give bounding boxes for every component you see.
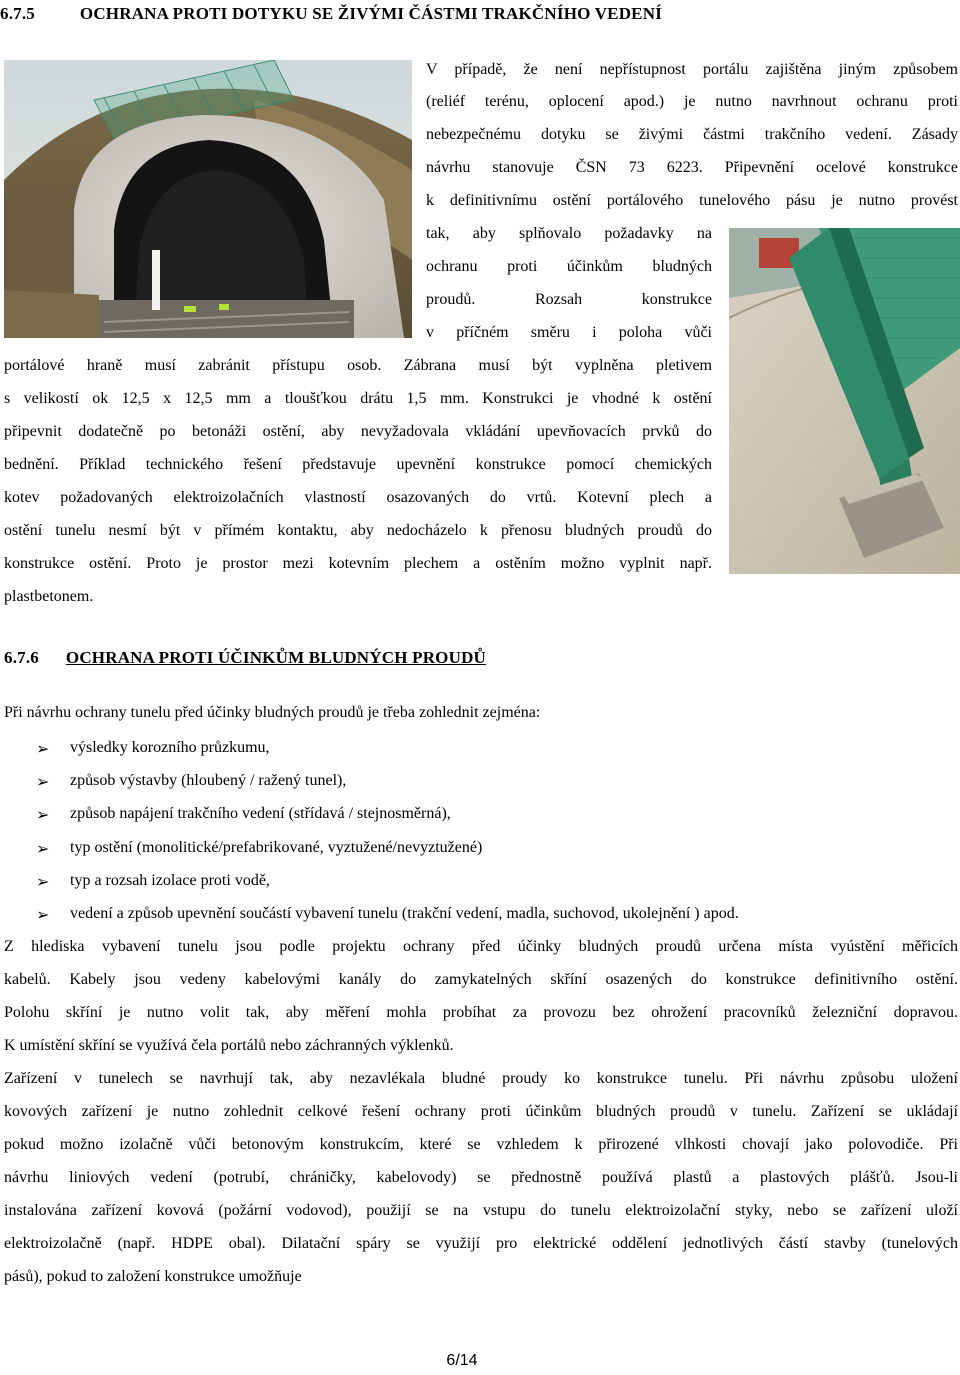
list-item: vedení a způsob upevnění součástí vybavení tunelu (trakční vedení, madla, suchovod, ukolejnění ) apod. — [70, 905, 739, 922]
section-title: OCHRANA PROTI ÚČINKŮM BLUDNÝCH PROUDŮ — [65, 648, 487, 667]
list-item: výsledky korozního průzkumu, — [70, 739, 270, 756]
arrow-bullet-icon: ➢ — [36, 741, 50, 758]
body-line: portálové hraně musí zabránit přístupu osob. Zábrana musí být vyplněna pletivem — [4, 357, 712, 374]
section-number: 6.7.5 — [0, 4, 35, 23]
body-line: kotev požadovaných elektroizolačních vlastností osazovaných do vrtů. Kotevní plech a — [4, 489, 712, 506]
body-line: k definitivnímu ostění portálového tunelového pásu je nutno provést — [426, 192, 958, 209]
body-line: bednění. Příklad technického řešení představuje upevnění konstrukce pomocí chemických — [4, 456, 712, 473]
section-heading-675 — [0, 4, 662, 24]
body-line: návrhu liniových vedení (potrubí, chráničky, kabelovody) se přednostně používá plastů a plastových plášťů. Jsou-li — [4, 1169, 958, 1186]
body-line: tak, aby splňovalo požadavky na — [426, 225, 712, 242]
body-line: ochranu proti účinkům bludných — [426, 258, 712, 275]
arrow-bullet-icon: ➢ — [36, 907, 50, 924]
section-heading-676 — [4, 648, 486, 668]
body-line: K umístění skříní se využívá čela portálů nebo záchranných výklenků. — [4, 1037, 454, 1054]
fence-attachment-photo — [729, 228, 960, 574]
list-item: způsob výstavby (hloubený / ražený tunel), — [70, 772, 347, 789]
section-number: 6.7.6 — [4, 648, 39, 667]
body-line: Zařízení v tunelech se navrhují tak, aby nezavlékala bludné proudy ko konstrukce tunelu. Při návrhu způsobu uložení — [4, 1070, 958, 1087]
body-line: nebezpečnému dotyku se živými částmi trakčního vedení. Zásady — [426, 126, 958, 143]
list-item: typ a rozsah izolace proti vodě, — [70, 872, 270, 889]
body-line: instalována zařízení kovová (požární vodovod), použijí se na vstupu do tunelu elektroizolační styky, nebo se zařízení uloží — [4, 1202, 958, 1219]
body-line: V případě, že není nepřístupnost portálu zajištěna jiným způsobem — [426, 61, 958, 78]
body-line: kovových zařízení je nutno zohlednit celkové řešení ochrany proti účinkům bludných proudů v tunelu. Zařízení se ukládají — [4, 1103, 958, 1120]
body-line: připevnit dodatečně po betonáži ostění, aby nevyžadovala vkládání upevňovacích prvků do — [4, 423, 712, 440]
body-line: Z hlediska vybavení tunelu jsou podle projektu ochrany před účinky bludných proudů určena místa vyústění měřicích — [4, 938, 958, 955]
body-line: elektroizolačně (např. HDPE obal). Dilatační spáry se využijí pro elektrické oddělení jednotlivých částí stavby (tunelových — [4, 1235, 958, 1252]
body-line: proudů. Rozsah konstrukce — [426, 291, 712, 308]
body-line: pokud možno izolačně vůči betonovým konstrukcím, které se vzhledem k přirozené vlhkosti chovají jako polovodiče. Při — [4, 1136, 958, 1153]
page-number: 6/14 — [446, 1352, 478, 1369]
body-line: s velikostí ok 12,5 x 12,5 mm a tloušťkou drátu 1,5 mm. Konstrukci je vhodné k ostění — [4, 390, 712, 407]
intro-text: Při návrhu ochrany tunelu před účinky bludných proudů je třeba zohlednit zejména: — [4, 704, 541, 721]
body-line: kabelů. Kabely jsou vedeny kabelovými kanály do zamykatelných skříní osazených do konstrukce definitivního ostění. — [4, 971, 958, 988]
arrow-bullet-icon: ➢ — [36, 774, 50, 791]
body-line: plastbetonem. — [4, 588, 94, 605]
section-title: OCHRANA PROTI DOTYKU SE ŽIVÝMI ČÁSTMI TRAKČNÍHO VEDENÍ — [79, 4, 663, 23]
arrow-bullet-icon: ➢ — [36, 841, 50, 858]
body-line: pásů), pokud to založení konstrukce umožňuje — [4, 1268, 302, 1285]
body-line: v příčném směru i poloha vůči — [426, 324, 712, 341]
tunnel-portal-photo — [4, 60, 412, 338]
body-line: návrhu stanovuje ČSN 73 6223. Připevnění ocelové konstrukce — [426, 159, 958, 176]
list-item: typ ostění (monolitické/prefabrikované, vyztužené/nevyztužené) — [70, 839, 483, 856]
body-line: Polohu skříní je nutno volit tak, aby měření mohla probíhat za provozu bez ohrožení pracovníků železniční dopravou. — [4, 1004, 958, 1021]
body-line: ostění tunelu nesmí být v přímém kontaktu, aby nedocházelo k přenosu bludných proudů do — [4, 522, 712, 539]
body-line: (reliéf terénu, oplocení apod.) je nutno navrhnout ochranu proti — [426, 93, 958, 110]
list-item: způsob napájení trakčního vedení (střídavá / stejnosměrná), — [70, 805, 451, 822]
arrow-bullet-icon: ➢ — [36, 807, 50, 824]
body-line: konstrukce ostění. Proto je prostor mezi kotevním plechem a ostěním možno vyplnit např. — [4, 555, 712, 572]
arrow-bullet-icon: ➢ — [36, 874, 50, 891]
